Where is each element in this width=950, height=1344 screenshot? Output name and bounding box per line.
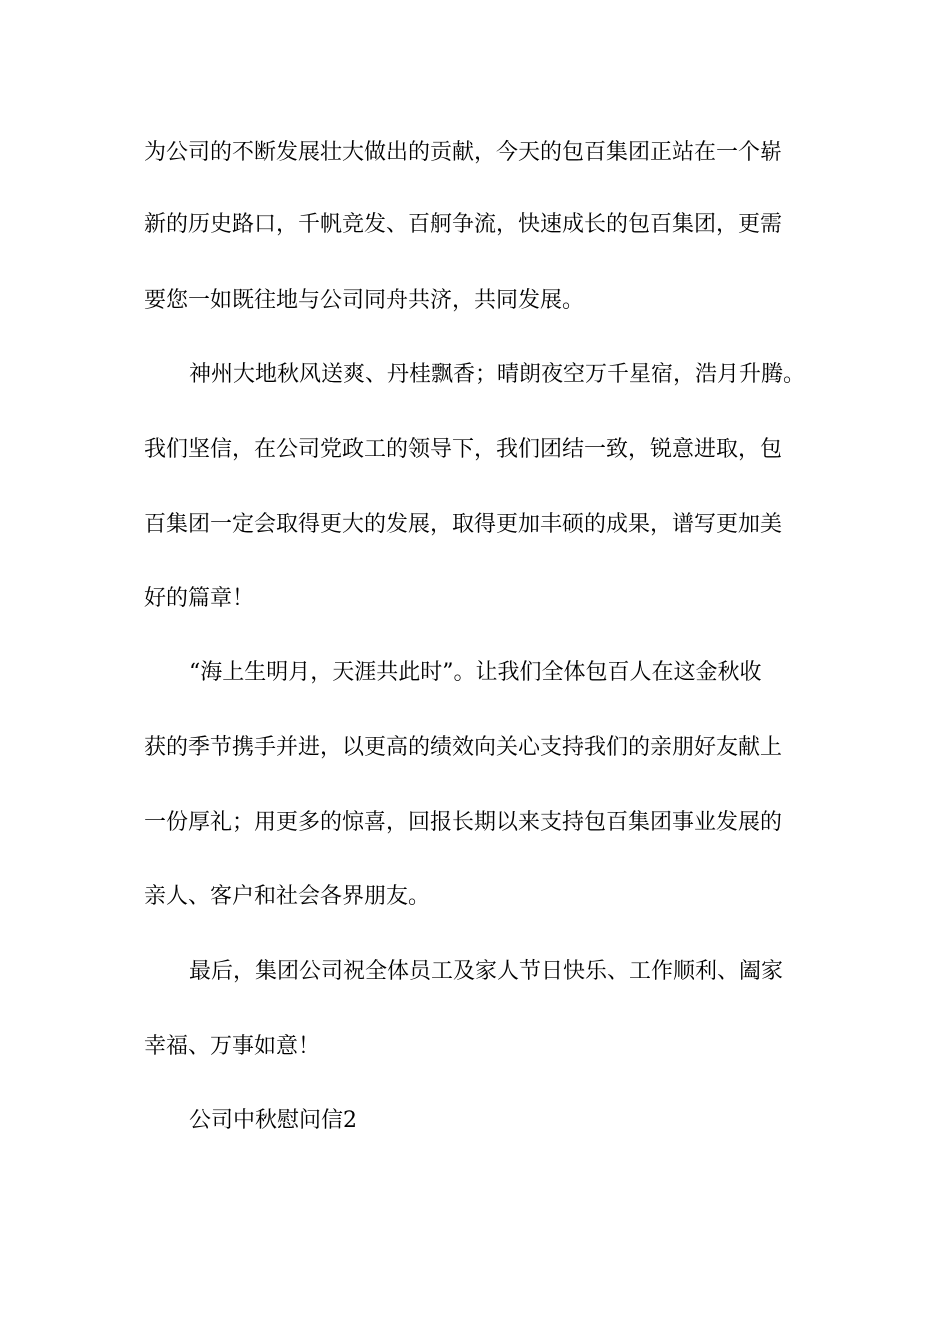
text-line: 百集团一定会取得更大的发展，取得更加丰硕的成果，谱写更加美 (144, 512, 783, 537)
section-heading: 公司中秋慰问信2 (189, 1108, 357, 1133)
text-line: 我们坚信，在公司党政工的领导下，我们团结一致，锐意进取，包 (144, 437, 783, 462)
text-line: 为公司的不断发展壮大做出的贡献，今天的包百集团正站在一个崭 (144, 140, 783, 165)
text-line: 获的季节携手并进，以更高的绩效向关心支持我们的亲朋好友献上 (144, 735, 783, 760)
text-line: 神州大地秋风送爽、丹桂飘香；晴朗夜空万千星宿，浩月升腾。 (189, 362, 806, 387)
text-line: 幸福、万事如意！ (144, 1034, 321, 1059)
text-line: 最后，集团公司祝全体员工及家人节日快乐、工作顺利、阖家 (189, 959, 784, 984)
text-line: 要您一如既往地与公司同舟共济，共同发展。 (144, 288, 585, 313)
text-line: 亲人、客户和社会各界朋友。 (144, 884, 431, 909)
text-line: 好的篇章！ (144, 586, 255, 611)
text-line: 一份厚礼；用更多的惊喜，回报长期以来支持包百集团事业发展的 (144, 810, 783, 835)
text-line: 新的历史路口，千帆竞发、百舸争流，快速成长的包百集团，更需 (144, 212, 783, 237)
text-line: “海上生明月，天涯共此时”。让我们全体包百人在这金秋收 (189, 660, 762, 685)
